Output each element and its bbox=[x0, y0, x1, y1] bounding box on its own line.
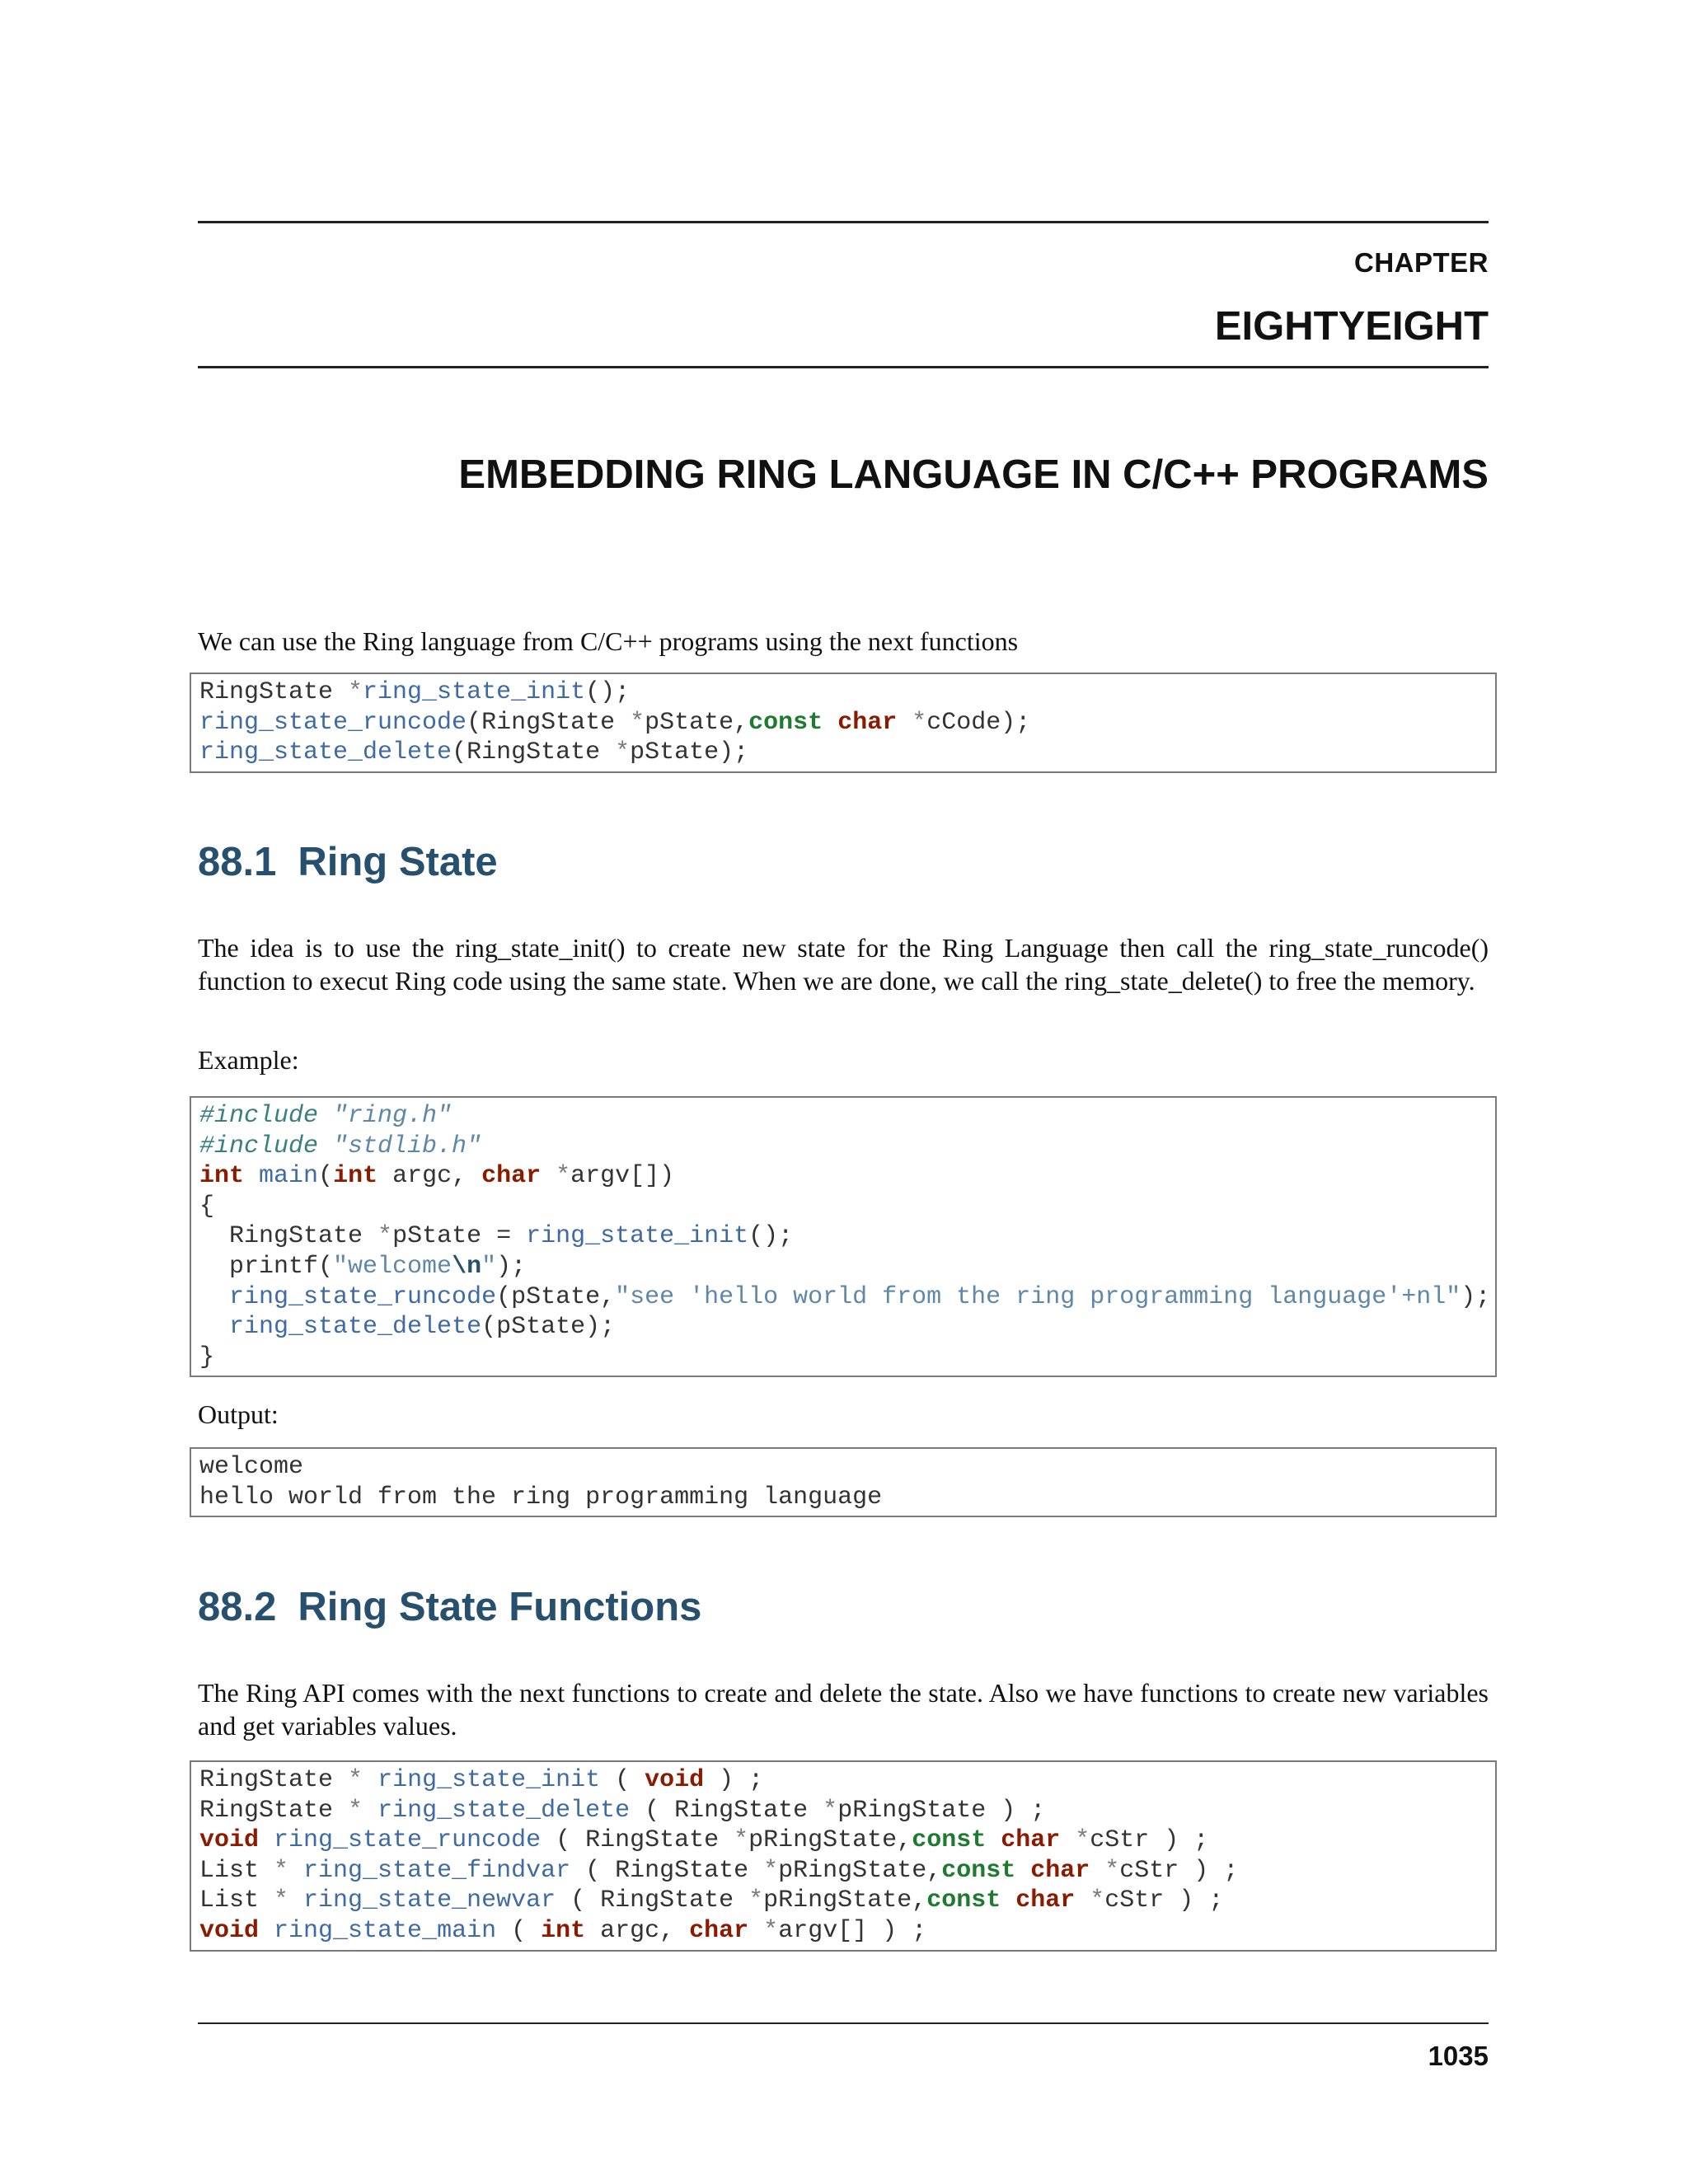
section-heading-88-2 bbox=[198, 1584, 701, 1630]
code-line: } bbox=[199, 1343, 215, 1371]
intro-paragraph: We can use the Ring language from C/C++ programs using the next functions bbox=[198, 626, 1019, 656]
code-line: #include "ring.h" bbox=[199, 1102, 452, 1130]
output-label: Output: bbox=[198, 1399, 279, 1429]
code-line: ring_state_delete(pState); bbox=[229, 1313, 616, 1342]
api-code-block bbox=[190, 1760, 1497, 1952]
section1-paragraph: The idea is to use the ring_state_init() to create new state for the Ring Language then call the ring_state_runcode() function to execut Ring code using the same state. When we are done, we call the ring_state_delete() to free the memory. bbox=[198, 933, 1489, 996]
code-line: RingState *pState = ring_state_init(); bbox=[199, 1222, 794, 1251]
code-line: hello world from the ring programming language bbox=[199, 1483, 883, 1511]
section-heading-88-1 bbox=[198, 839, 498, 885]
output-code-block bbox=[190, 1447, 1497, 1517]
code-line: int main(int argc, char *argv[]) bbox=[199, 1162, 675, 1191]
page-number: 1035 bbox=[1428, 2041, 1489, 2071]
code-line: #include "stdlib.h" bbox=[199, 1132, 482, 1160]
section-number: 88.2 bbox=[198, 1585, 277, 1629]
code-line: ring_state_delete(RingState *pState); bbox=[199, 738, 749, 767]
example-code-block bbox=[190, 1096, 1497, 1377]
code-line: void ring_state_runcode ( RingState *pRingState,const char *cStr ) ; bbox=[199, 1826, 1209, 1855]
section-title: Ring State bbox=[298, 840, 498, 884]
code-line: { bbox=[199, 1192, 215, 1221]
section2-paragraph: The Ring API comes with the next functions to create and delete the state. Also we have functions to create new variables and get variables values. bbox=[198, 1678, 1489, 1741]
section-title: Ring State Functions bbox=[298, 1585, 702, 1629]
code-line: ring_state_runcode(pState,"see 'hello world from the ring programming language'+nl"); bbox=[229, 1282, 1491, 1311]
code-line: List * ring_state_findvar ( RingState *pRingState,const char *cStr ) ; bbox=[199, 1856, 1239, 1885]
code-line: printf("welcome\n"); bbox=[199, 1252, 527, 1281]
footer-rule bbox=[198, 2022, 1489, 2024]
chapter-top-rule bbox=[198, 221, 1489, 223]
code-line: RingState *ring_state_init(); bbox=[199, 678, 631, 706]
code-line: ring_state_runcode(RingState *pState,const char *cCode); bbox=[199, 708, 1031, 737]
chapter-number: EIGHTYEIGHT bbox=[1214, 304, 1489, 349]
code-line: welcome bbox=[199, 1453, 304, 1481]
chapter-title: EMBEDDING RING LANGUAGE IN C/C++ PROGRAMS bbox=[458, 452, 1489, 497]
chapter-label: CHAPTER bbox=[1353, 247, 1489, 278]
code-line: RingState * ring_state_delete ( RingState *pRingState ) ; bbox=[199, 1796, 1046, 1825]
code-line: void ring_state_main ( int argc, char *argv[] ) ; bbox=[199, 1916, 927, 1945]
section-number: 88.1 bbox=[198, 840, 277, 884]
code-line: RingState * ring_state_init ( void ) ; bbox=[199, 1766, 764, 1794]
chapter-bottom-rule bbox=[198, 366, 1489, 368]
intro-code-block bbox=[190, 673, 1497, 773]
code-line: List * ring_state_newvar ( RingState *pRingState,const char *cStr ) ; bbox=[199, 1886, 1224, 1915]
example-label: Example: bbox=[198, 1045, 299, 1075]
